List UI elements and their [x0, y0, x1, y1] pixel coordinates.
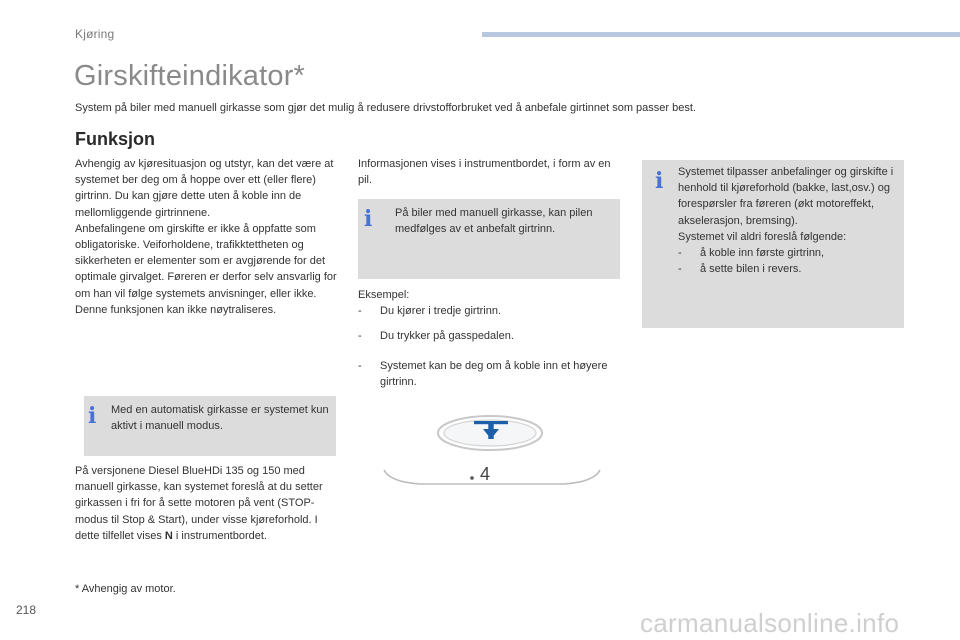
info-icon: i — [88, 403, 97, 429]
col2-intro: Informasjonen vises i instrumentbordet, i form av en pil. — [358, 158, 611, 187]
list-dash: - — [678, 263, 682, 276]
info-box-system — [642, 160, 904, 328]
info-box-paragraph-2: Systemet vil aldri foreslå følgende: — [678, 230, 847, 243]
list-item — [358, 303, 620, 319]
footnote: * Avhengig av motor. — [75, 583, 176, 595]
list-dash: - — [358, 359, 362, 372]
info-icon: i — [364, 206, 373, 232]
info-box-content — [678, 164, 900, 277]
info-box-automatic — [84, 396, 336, 456]
bluehdi-text-start: På versjonene Diesel BlueHDi 135 og 150 med manuell girkasse, kan systemet foreslå at du setter girkassen i fri for å sette motoren på vent (STOP-modus til Stop & Start), under visse kjøreforhold. I dette tilfellet vises — [75, 465, 323, 542]
neutral-symbol: N — [164, 529, 173, 542]
list-item — [358, 328, 620, 344]
list-dash: - — [678, 247, 682, 260]
list-item-text: Du kjører i tredje girtrinn. — [380, 305, 502, 318]
col1-bottom-text — [75, 463, 337, 544]
list-item — [358, 358, 620, 390]
info-box-paragraph-1: Systemet tilpasser anbefalinger og girskifte i henhold til kjøreforhold (bakke, last,osv.) og forespørsler fra føreren (økt motoreffekt, akselerasjon, bremsing). — [678, 166, 894, 227]
info-box-manual — [358, 199, 620, 279]
info-box-text: Med en automatisk girkasse er systemet kun aktivt i manuell modus. — [111, 404, 329, 433]
list-item-text: Du trykker på gasspedalen. — [380, 330, 514, 343]
col1-paragraph-2: Anbefalingene om girskifte er ikke å oppfatte som obligatoriske. Veiforholdene, trafikktettheten og sikkerheten er elementer som er avgjørende for det optimale girvalget. Føreren er derfor selv ansvarlig for om han vil følge systemets anvisninger, eller ikke. — [75, 222, 337, 300]
page-number: 218 — [16, 603, 37, 617]
example-list — [358, 287, 620, 390]
bluehdi-text-end: i instrumentbordet. — [172, 529, 267, 542]
cluster-outline — [384, 470, 600, 484]
section-heading: Funksjon — [75, 129, 155, 149]
list-item-text: å sette bilen i revers. — [700, 263, 802, 276]
list-dash: - — [358, 330, 362, 343]
header-accent-bar — [482, 32, 960, 37]
list-item-text: Systemet kan be deg om å koble inn et høyere girtrinn. — [380, 359, 608, 388]
gear-number: 4 — [480, 464, 491, 484]
col1-paragraph-3: Denne funksjonen kan ikke nøytraliseres. — [75, 303, 277, 316]
info-box-text: På biler med manuell girkasse, kan pilen medfølges av et anbefalt girtrinn. — [395, 207, 593, 236]
example-label: Eksempel: — [358, 289, 410, 301]
list-item — [678, 245, 900, 261]
instrument-display-illustration — [380, 410, 604, 490]
gear-indicator-dot — [470, 476, 474, 480]
list-item-text: å koble inn første girtrinn, — [700, 247, 825, 260]
section-label: Kjøring — [75, 27, 115, 41]
col1-paragraph-bluehdi — [75, 463, 337, 544]
intro-text: System på biler med manuell girkasse som gjør det mulig å redusere drivstofforbruket ved å anbefale girtinnet som passer best. — [75, 102, 696, 114]
list-item — [678, 261, 900, 277]
col1-text — [75, 156, 337, 318]
col1-paragraph-1: Avhengig av kjøresituasjon og utstyr, kan det være at systemet ber deg om å hoppe over ett (eller flere) girtrinn. Du kan gjøre dette uten å koble inn de mellomliggende girtrinnene. — [75, 158, 334, 219]
list-dash: - — [358, 305, 362, 318]
info-icon: i — [655, 168, 664, 194]
page-title: Girskifteindikator* — [74, 60, 306, 92]
watermark: carmanualsonline.info — [640, 608, 900, 638]
